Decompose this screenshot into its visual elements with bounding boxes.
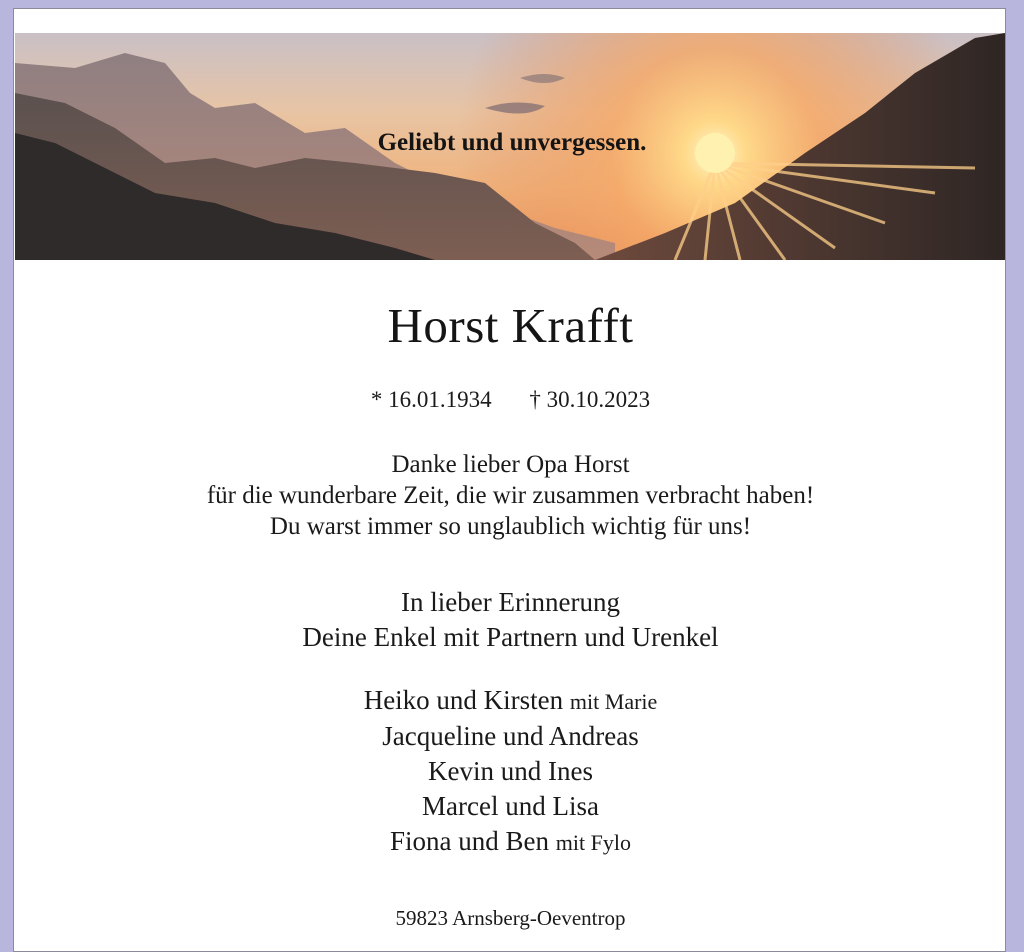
thanks-message — [14, 449, 1007, 542]
family-names: Kevin und Ines — [428, 756, 593, 786]
birth-date: * 16.01.1934 — [370, 387, 492, 412]
sunset-mountain-banner — [15, 33, 1005, 260]
thanks-line: Danke lieber Opa Horst — [391, 451, 630, 478]
thanks-line: Du warst immer so unglaublich wichtig für uns! — [269, 513, 752, 540]
family-entry — [14, 719, 1007, 754]
family-entry — [14, 824, 1007, 860]
family-names: Jacqueline und Andreas — [382, 721, 639, 751]
family-children: mit Marie — [569, 689, 658, 714]
place-of-residence: 59823 Arnsberg-Oeventrop — [395, 906, 626, 930]
death-date: † 30.10.2023 — [529, 387, 651, 412]
family-entry — [14, 683, 1007, 719]
family-children: mit Fylo — [555, 830, 631, 855]
family-list — [14, 683, 1007, 860]
thanks-line: für die wunderbare Zeit, die wir zusammen verbracht haben! — [206, 482, 815, 509]
life-dates — [14, 387, 1007, 413]
obituary-notice — [13, 8, 1006, 952]
family-entry — [14, 789, 1007, 824]
deceased-name: Horst Krafft — [387, 298, 634, 353]
family-names: Marcel und Lisa — [422, 791, 599, 821]
family-names: Fiona und Ben — [390, 826, 550, 856]
family-entry — [14, 754, 1007, 789]
memory-line: In lieber Erinnerung — [401, 587, 620, 617]
family-names: Heiko und Kirsten — [363, 685, 564, 715]
memory-message — [14, 585, 1007, 655]
memory-line: Deine Enkel mit Partnern und Urenkel — [302, 622, 719, 652]
banner-slogan: Geliebt und unvergessen. — [377, 129, 647, 156]
